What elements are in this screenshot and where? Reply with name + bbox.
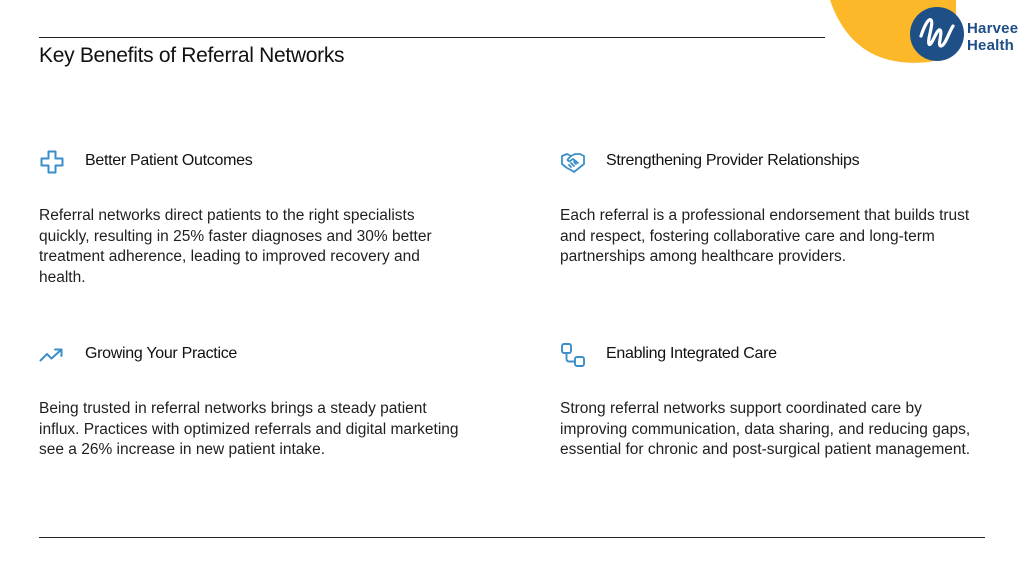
benefit-description: Strong referral networks support coordinated care by improving communication, data sharing, and reducing gaps, essential for chronic and post-surgical patient management. xyxy=(560,400,971,459)
top-divider xyxy=(39,37,825,38)
benefit-description: Being trusted in referral networks brings a steady patient influx. Practices with optimized referrals and digital marketing see a 26% increase in new patient intake. xyxy=(39,400,459,459)
workflow-icon xyxy=(560,342,586,368)
logo-line-1: Harvee xyxy=(967,20,1019,37)
benefit-heading: Better Patient Outcomes xyxy=(85,152,253,169)
benefit-heading: Enabling Integrated Care xyxy=(606,345,777,362)
benefit-heading: Strengthening Provider Relationships xyxy=(606,152,860,169)
harvee-health-logo-icon xyxy=(909,6,965,62)
trending-up-icon xyxy=(39,342,65,368)
benefit-description: Referral networks direct patients to the right specialists quickly, resulting in 25% faster diagnoses and 30% better treatment adherence, leading to improved recovery and health. xyxy=(39,207,432,286)
handshake-icon xyxy=(560,149,586,175)
benefit-description: Each referral is a professional endorsement that builds trust and respect, fostering collaborative care and long-term partnerships among healthcare providers. xyxy=(560,207,970,266)
medical-cross-icon xyxy=(39,149,65,175)
logo-wordmark xyxy=(967,20,1018,54)
logo-line-2: Health xyxy=(967,37,1015,54)
benefit-heading: Growing Your Practice xyxy=(85,345,238,362)
bottom-divider xyxy=(39,537,985,538)
brand-logo xyxy=(824,0,1024,70)
page-title: Key Benefits of Referral Networks xyxy=(39,44,345,67)
